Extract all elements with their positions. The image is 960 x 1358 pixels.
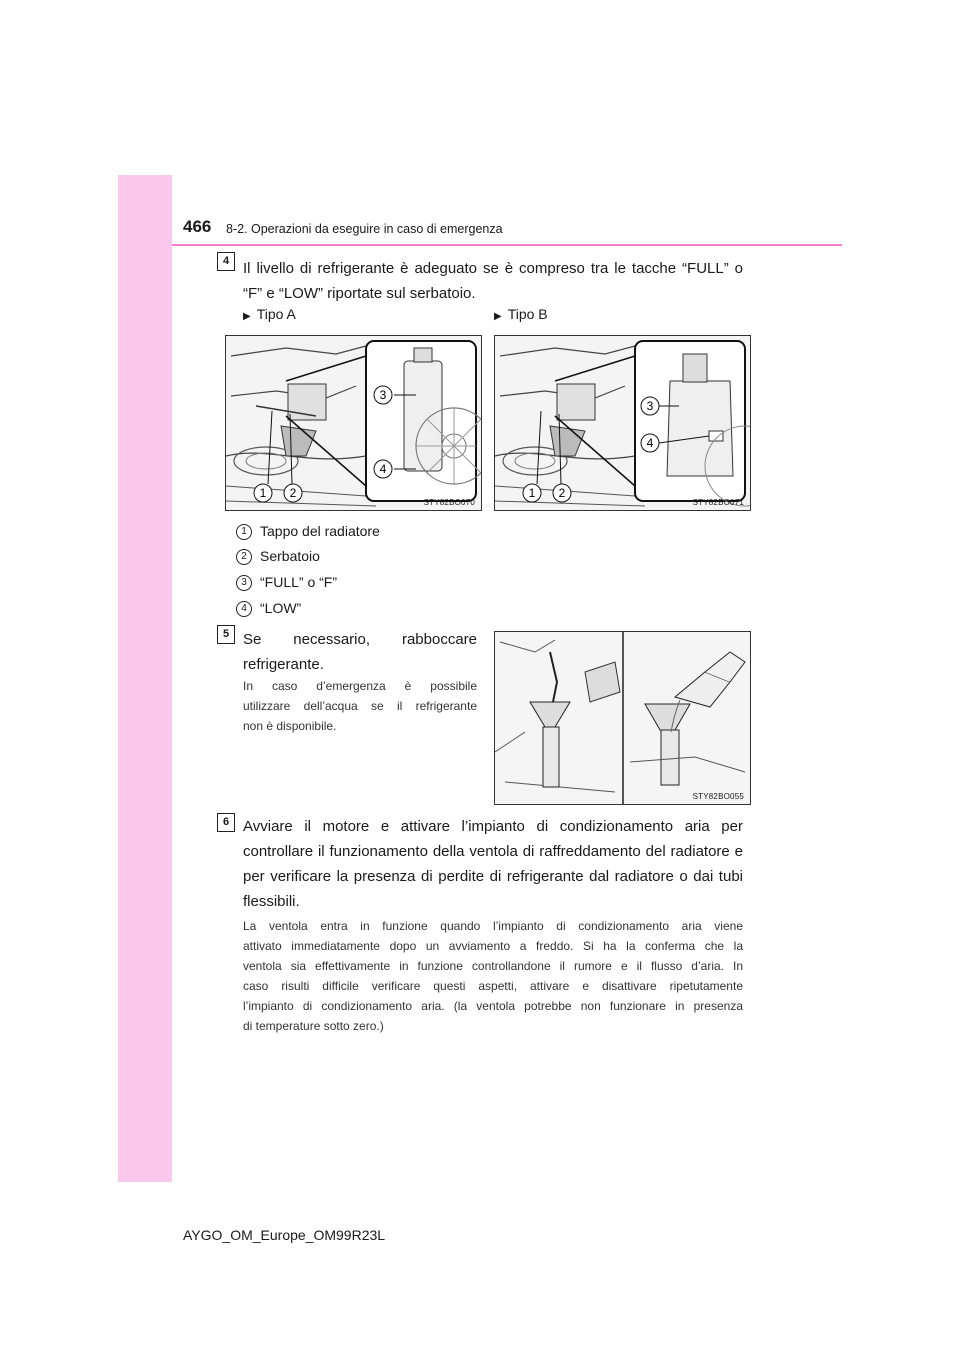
step-6-note-line-1: La ventola entra in funzione quando l’impianto di condizionamento aria viene bbox=[243, 919, 743, 933]
step-4-line-2: “F” e “LOW” riportate sul serbatoio. bbox=[243, 285, 476, 302]
figure-code-a: STY82BO070 bbox=[423, 498, 475, 507]
callout-4: 4 bbox=[646, 436, 654, 450]
engine-bay-illustration-b bbox=[495, 336, 750, 510]
legend-item-4 bbox=[236, 598, 301, 618]
header-divider bbox=[172, 244, 842, 246]
step-5-note-line-2: utilizzare dell’acqua se il refrigerante bbox=[243, 699, 477, 713]
step-6-line-3: per verificare la presenza di perdite di refrigerante dal radiatore o dai tubi bbox=[243, 868, 743, 885]
step-6-note bbox=[243, 916, 743, 1036]
callout-2: 2 bbox=[558, 486, 566, 500]
step-5-note-line-3: non è disponibile. bbox=[243, 719, 337, 733]
step-6-note-line-6: di temperature sotto zero.) bbox=[243, 1019, 384, 1033]
callout-1: 1 bbox=[528, 486, 536, 500]
figure-code-b: STY82BO071 bbox=[692, 498, 744, 507]
step-5-text bbox=[243, 627, 477, 677]
legend-number: 4 bbox=[236, 601, 252, 617]
refill-illustration bbox=[495, 632, 750, 804]
type-b-heading bbox=[494, 306, 548, 322]
legend-number: 1 bbox=[236, 524, 252, 540]
step-6-badge: 6 bbox=[217, 813, 235, 832]
section-title: 8-2. Operazioni da eseguire in caso di emergenza bbox=[226, 222, 503, 236]
page-number: 466 bbox=[183, 217, 212, 236]
step-6-note-line-2: attivato immediatamente dopo un avviamento a freddo. Si ha la conferma che la bbox=[243, 939, 743, 953]
type-b-label: Tipo B bbox=[507, 306, 548, 322]
legend-item-3 bbox=[236, 572, 337, 592]
legend-label: “FULL” o “F” bbox=[260, 574, 337, 590]
figure-code-refill: STY82BO055 bbox=[692, 792, 744, 801]
legend-label: Tappo del radiatore bbox=[260, 523, 380, 539]
step-6-line-2: controllare il funzionamento della ventola di raffreddamento del radiatore e bbox=[243, 843, 743, 860]
step-6-text bbox=[243, 814, 743, 914]
step-5-line-1: Se necessario, rabboccare bbox=[243, 631, 477, 648]
legend-label: Serbatoio bbox=[260, 548, 320, 564]
step-5-note-line-1: In caso d’emergenza è possibile bbox=[243, 679, 477, 693]
figure-type-a bbox=[225, 335, 482, 511]
engine-bay-illustration-a bbox=[226, 336, 481, 510]
step-4-text bbox=[243, 256, 743, 306]
step-6-line-1: Avviare il motore e attivare l’impianto di condizionamento aria per bbox=[243, 818, 743, 835]
legend-item-2 bbox=[236, 546, 320, 566]
figure-type-b bbox=[494, 335, 751, 511]
step-6-note-line-3: ventola sia effettivamente in funzione controllandone il rumore e il flusso d’aria. In bbox=[243, 959, 743, 973]
callout-4: 4 bbox=[379, 462, 387, 476]
step-4-badge: 4 bbox=[217, 252, 235, 271]
legend-item-1 bbox=[236, 521, 380, 541]
callout-3: 3 bbox=[379, 388, 387, 402]
legend-number: 3 bbox=[236, 575, 252, 591]
callout-1: 1 bbox=[259, 486, 267, 500]
legend-number: 2 bbox=[236, 549, 252, 565]
side-tab-strip bbox=[118, 175, 172, 1182]
callout-2: 2 bbox=[289, 486, 297, 500]
type-a-label: Tipo A bbox=[256, 306, 296, 322]
step-5-line-2: refrigerante. bbox=[243, 656, 324, 673]
step-6-line-4: flessibili. bbox=[243, 893, 300, 910]
callout-3: 3 bbox=[646, 399, 654, 413]
step-5-badge: 5 bbox=[217, 625, 235, 644]
step-6-note-line-4: caso risulti difficile verificare questi aspetti, attivare e disattivare ripetutamente bbox=[243, 979, 743, 993]
step-4-line-1: Il livello di refrigerante è adeguato se è compreso tra le tacche “FULL” o bbox=[243, 260, 743, 277]
type-a-heading bbox=[243, 306, 296, 322]
triangle-bullet-icon: ▶ bbox=[494, 311, 502, 322]
document-footer: AYGO_OM_Europe_OM99R23L bbox=[183, 1227, 386, 1243]
step-5-note bbox=[243, 676, 477, 736]
figure-refill bbox=[494, 631, 751, 805]
step-6-note-line-5: l’impianto di condizionamento aria. (la ventola potrebbe non funzionare in presenza bbox=[243, 999, 743, 1013]
triangle-bullet-icon: ▶ bbox=[243, 311, 251, 322]
legend-label: “LOW” bbox=[260, 600, 302, 616]
